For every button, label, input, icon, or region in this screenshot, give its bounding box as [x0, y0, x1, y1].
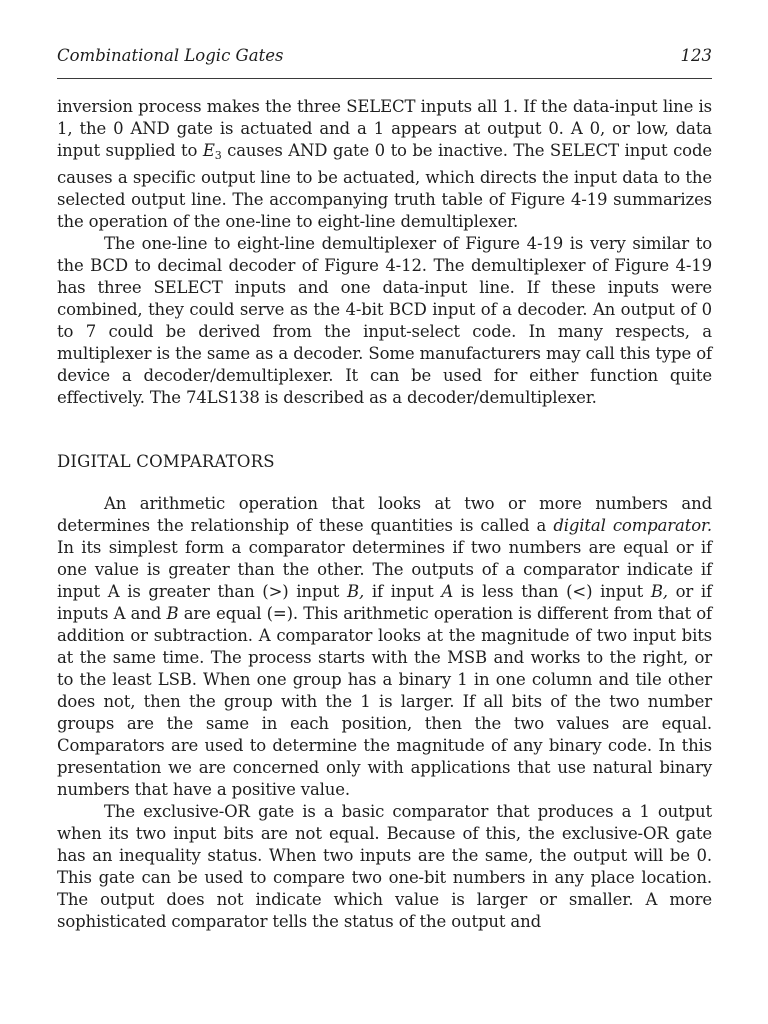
- e3-symbol: E: [202, 141, 215, 160]
- paragraph-1: inversion process makes the three SELECT inputs all 1. If the data-input line is 1, the 0 AND gate is actuated and a 1 appears at output 0. A 0, or low, data input supplied to $E_3$ causes AND gate 0 to be inactive. The SELECT input code causes a specific output line to be actuated, which directs the input data to the selected output line. The accompanying truth table of Figure 4-19 summarizes the operation of the one-line to eight-line demultiplexer.: [57, 97, 712, 231]
- body-text: [57, 96, 712, 933]
- section-heading: DIGITAL COMPARATORS: [57, 452, 275, 471]
- page-number: 123: [680, 46, 712, 65]
- running-header: [57, 46, 712, 65]
- paragraph-2: The one-line to eight-line demultiplexer of Figure 4-19 is very similar to the BCD to decimal decoder of Figure 4-12. The demultiplexer of Figure 4-19 has three SELECT inputs and one data-input line. If these inputs were combined, they could serve as the 4-bit BCD input of a decoder. An output of 0 to 7 could be derived from the input-select code. In many respects, a multiplexer is the same as a decoder. Some manufacturers may call this type of device a decoder/demultiplexer. It can be used for either function quite effectively. The 74LS138 is described as a decoder/demultiplexer.: [57, 234, 712, 407]
- term-digital-comparator: digital comparator.: [553, 516, 712, 535]
- paragraph-4: The exclusive-OR gate is a basic comparator that produces a 1 output when its two input bits are not equal. Because of this, the exclusive-OR gate has an inequality status. When two inputs are the same, the output will be 0. This gate can be used to compare two one-bit numbers in any place location. The output does not indicate which value is larger or smaller. A more sophisticated comparator tells the status of the output and: [57, 802, 712, 931]
- header-rule: [57, 78, 712, 79]
- chapter-title: Combinational Logic Gates: [57, 46, 284, 65]
- paragraph-3: An arithmetic operation that looks at two or more numbers and determines the relationship of these quantities is called a digital comparator. In its simplest form a comparator determines if two numbers are equal or if one value is greater than the other. The outputs of a comparator indicate if input A is greater than (>) input B, if input A is less than (<) input B, or if inputs A and B are equal (=). This arithmetic operation is different from that of addition or subtraction. A comparator looks at the magnitude of two input bits at the same time. The process starts with the MSB and works to the right, or to the least LSB. When one group has a binary 1 in one column and tile other does not, then the group with the 1 is larger. If all bits of the two number groups are the same in each position, then the two values are equal. Comparators are used to determine the magnitude of any binary code. In this presentation we are concerned only with applications that use natural binary numbers that have a positive value.: [57, 494, 713, 799]
- e3-subscript: 3: [214, 149, 222, 162]
